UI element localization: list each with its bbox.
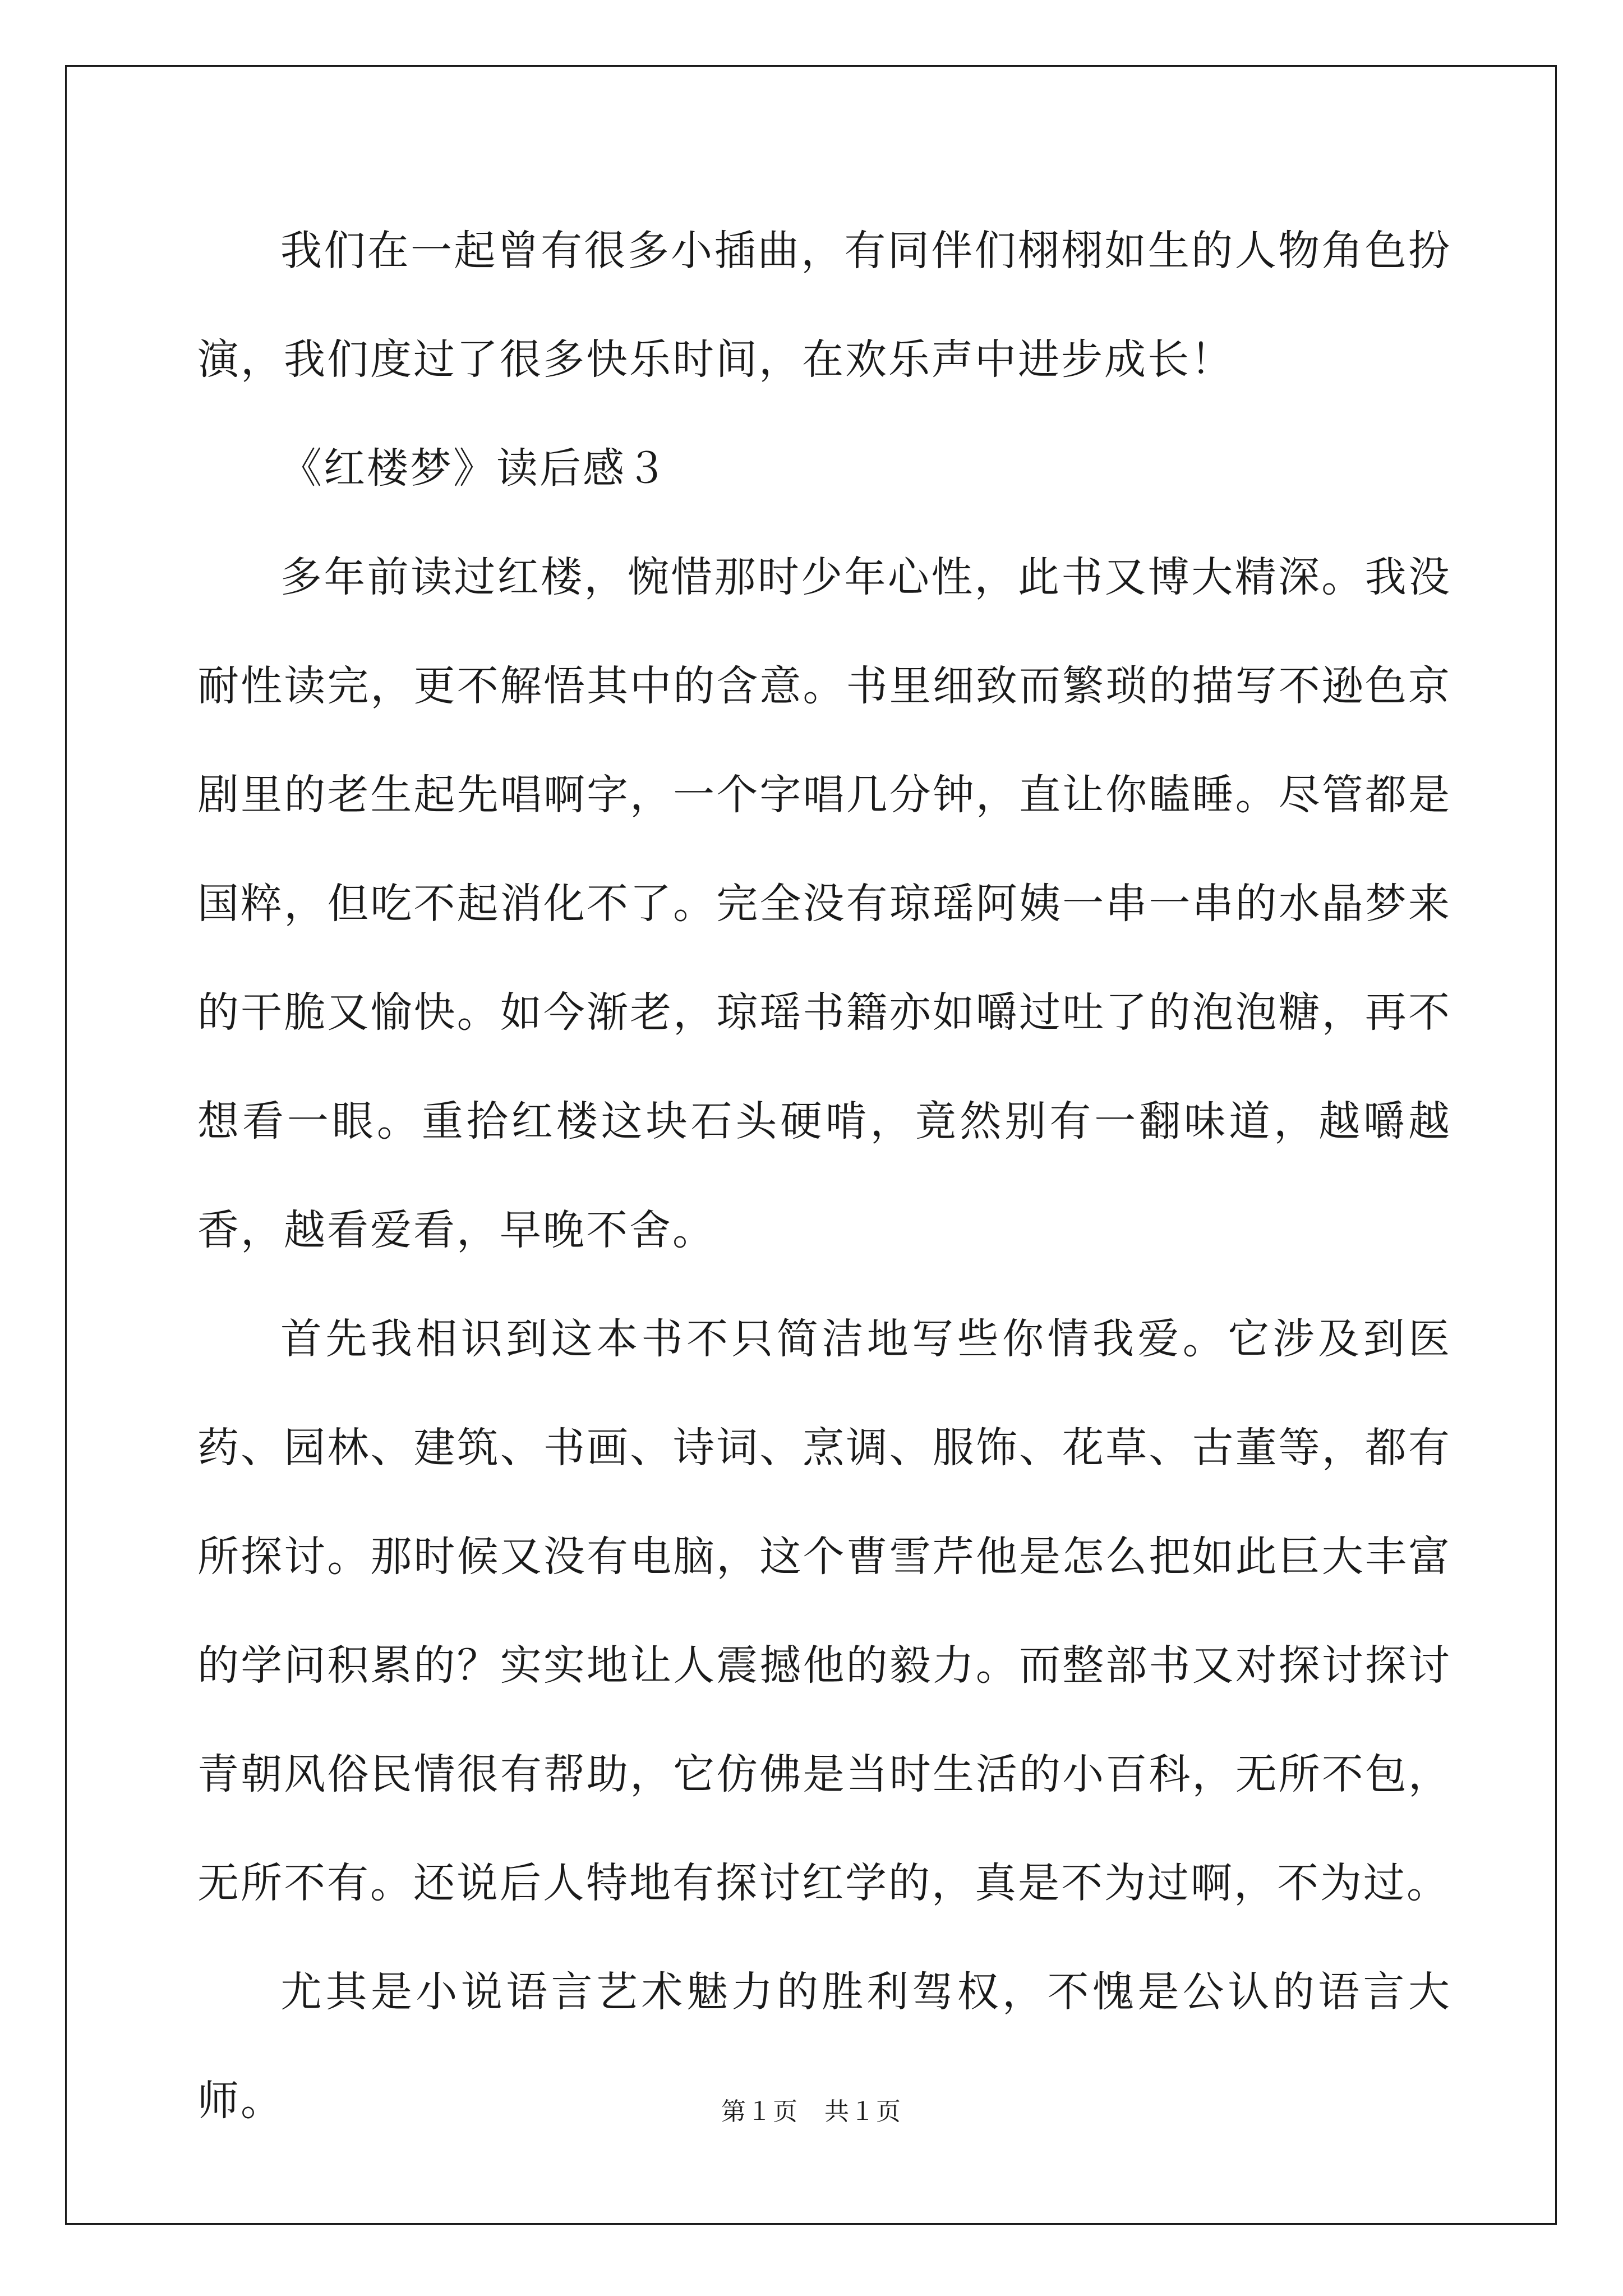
paragraph-3: 首先我相识到这本书不只简洁地写些你情我爱。它涉及到医药、园林、建筑、书画、诗词、烹调、服饰、花草、古董等，都有所探讨。那时候又没有电脑，这个曹雪芹他是怎么把如此巨大丰富的学问积累的？实实地让人震撼他的毅力。而整部书又对探讨探讨青朝风俗民情很有帮助，它仿佛是当时生活的小百科，无所不包，无所不有。还说后人特地有探讨红学的，真是不为过啊，不为过。	[197, 1315, 1451, 1907]
document-body	[197, 196, 1451, 2155]
paragraph-2: 多年前读过红楼，惋惜那时少年心性，此书又博大精深。我没耐性读完，更不解悟其中的含意。书里细致而繁琐的描写不逊色京剧里的老生起先唱啊字，一个字唱几分钟，直让你瞌睡。尽管都是国粹，但吃不起消化不了。完全没有琼瑶阿姨一串一串的水晶梦来的干脆又愉快。如今渐老，琼瑶书籍亦如嚼过吐了的泡泡糖，再不想看一眼。重拾红楼这块石头硬啃，竟然别有一翻味道，越嚼越香，越看爱看，早晚不舍。	[197, 553, 1451, 1254]
page-number-footer: 第１页 共１页	[721, 2097, 902, 2126]
section-heading: 《红楼梦》读后感３	[280, 444, 669, 493]
paragraph-4: 尤其是小说语言艺术魅力的胜利驾权，不愧是公认的语言大师。	[197, 1968, 1451, 2125]
paragraph-1: 我们在一起曾有很多小插曲，有同伴们栩栩如生的人物角色扮演，我们度过了很多快乐时间，在欢乐声中进步成长！	[197, 227, 1451, 384]
